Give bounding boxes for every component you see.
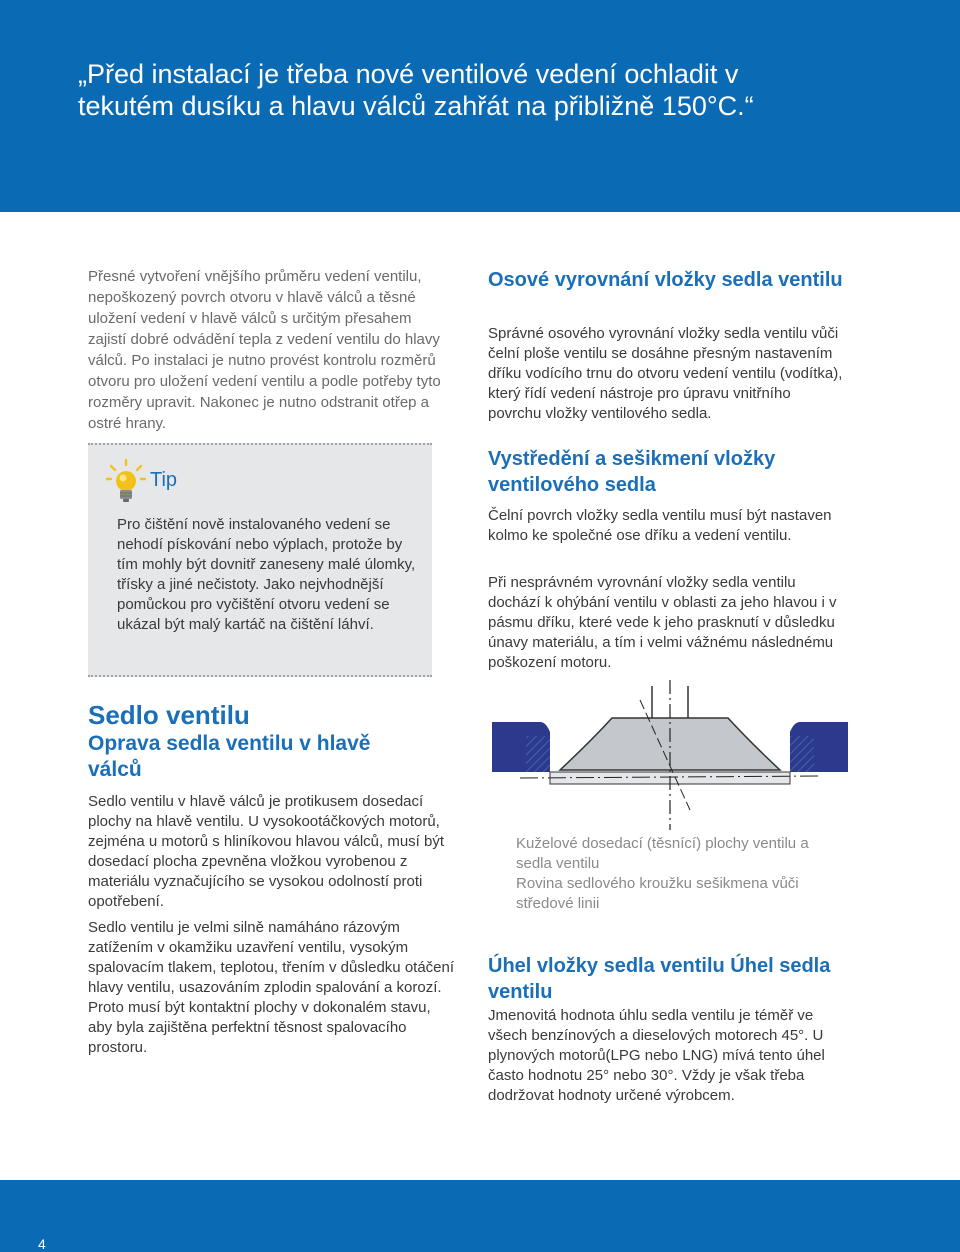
tip-label: Tip bbox=[150, 469, 178, 491]
sedlo-paragraph-1: Sedlo ventilu v hlavě válců je protikusem dosedací plochy na hlavě ventilu. U vysokootáčkových motorů, zejména u motorů s hliníkovou hlavou válců, musí být dosedací plocha zpevněna vložkou vyrobenou z materiálu vyznačujícího se vysokou odolností proti opotřebení. bbox=[88, 793, 445, 910]
diagram-caption bbox=[516, 834, 836, 914]
page-number: 4 bbox=[38, 1236, 46, 1252]
bottom-bar bbox=[0, 1180, 960, 1252]
caption-line-2: Rovina sedlového kroužku sešikmena vůči středové linii bbox=[516, 875, 799, 912]
valve-seat-diagram bbox=[490, 680, 850, 830]
section-subtitle-oprava: Oprava sedla ventilu v hlavě válců bbox=[88, 732, 371, 781]
lightbulb-icon bbox=[106, 459, 146, 505]
vystredeni-paragraph-1: Čelní povrch vložky sedla ventilu musí být nastaven kolmo ke společné ose dříku a vedení ventilu. bbox=[488, 507, 832, 544]
tip-text: Pro čištění nově instalovaného vedení se nehodí pískování nebo výplach, protože by tím mohly být dovnitř zaneseny malé úlomky, třísky a jiné nečistoty. Jako nejvhodnější pomůckou pro vyčištění otvoru vedení se ukázal být malý kartáč na čištění láhví. bbox=[117, 516, 416, 633]
banner-quote: „Před instalací je třeba nové ventilové vedení ochladit v tekutém dusíku a hlavu válců zahřát na přibližně 150°C.“ bbox=[78, 59, 754, 121]
caption-line-1: Kuželové dosedací (těsnící) plochy ventilu a sedla ventilu bbox=[516, 835, 809, 872]
intro-paragraph: Přesné vytvoření vnějšího průměru vedení ventilu, nepoškozený povrch otvoru v hlavě válců a těsné uložení vedení v hlavě válců s určitým přesahem zajistí dobré odvádění tepla z vedení ventilu do hlavy válců. Po instalaci je nutno provést kontrolu rozměrů otvoru pro uložení vedení ventilu a podle potřeby tyto rozměry upravit. Nakonec je nutno odstranit otřep a ostré hrany. bbox=[88, 268, 441, 432]
left-seat-hatched bbox=[526, 736, 550, 772]
right-seat-hatched bbox=[790, 736, 814, 772]
sedlo-paragraph-2: Sedlo ventilu je velmi silně namáháno rázovým zatížením v okamžiku uzavření ventilu, vysokým spalovacím tlakem, teplotou, třením v důsledku otáčení hlavy ventilu, usazováním zplodin spalování a korozí. Proto musí být kontaktní plochy v dokonalém stavu, aby byla zajištěna perfektní těsnost spalovacího prostoru. bbox=[88, 919, 455, 1056]
heading-vystredeni: Vystředění a sešikmení vložky ventilového sedla bbox=[488, 448, 776, 496]
heading-osove-vyrovnani: Osové vyrovnání vložky sedla ventilu bbox=[488, 269, 843, 291]
section-title-sedlo: Sedlo ventilu bbox=[88, 700, 250, 730]
top-banner bbox=[0, 0, 960, 212]
vystredeni-paragraph-2: Při nesprávném vyrovnání vložky sedla ventilu dochází k ohýbání ventilu v oblasti za jeho hlavou i v pásmu dříku, které vede k jeho prasknutí v důsledku únavy materiálu, a tím i velmi vážnému následnému poškození motoru. bbox=[488, 574, 837, 671]
osove-paragraph: Správné osového vyrovnání vložky sedla ventilu vůči čelní ploše ventilu se dosáhne přesným nastavením dříku vodícího trnu do otvoru vedení ventilu (vodítka), který řídí vedení nástroje pro úpravu vnitřního povrchu vložky ventilového sedla. bbox=[488, 325, 843, 422]
uhel-paragraph: Jmenovitá hodnota úhlu sedla ventilu je téměř ve všech benzínových a dieselových motorech 45°. U plynových motorů(LPG nebo LNG) mívá tento úhel často hodnotu 25° nebo 30°. Vždy je však třeba dodržovat hodnoty určené výrobcem. bbox=[488, 1007, 825, 1104]
tip-box bbox=[88, 443, 432, 677]
heading-uhel-sedla: Úhel vložky sedla ventilu Úhel sedla ventilu bbox=[488, 955, 831, 1003]
